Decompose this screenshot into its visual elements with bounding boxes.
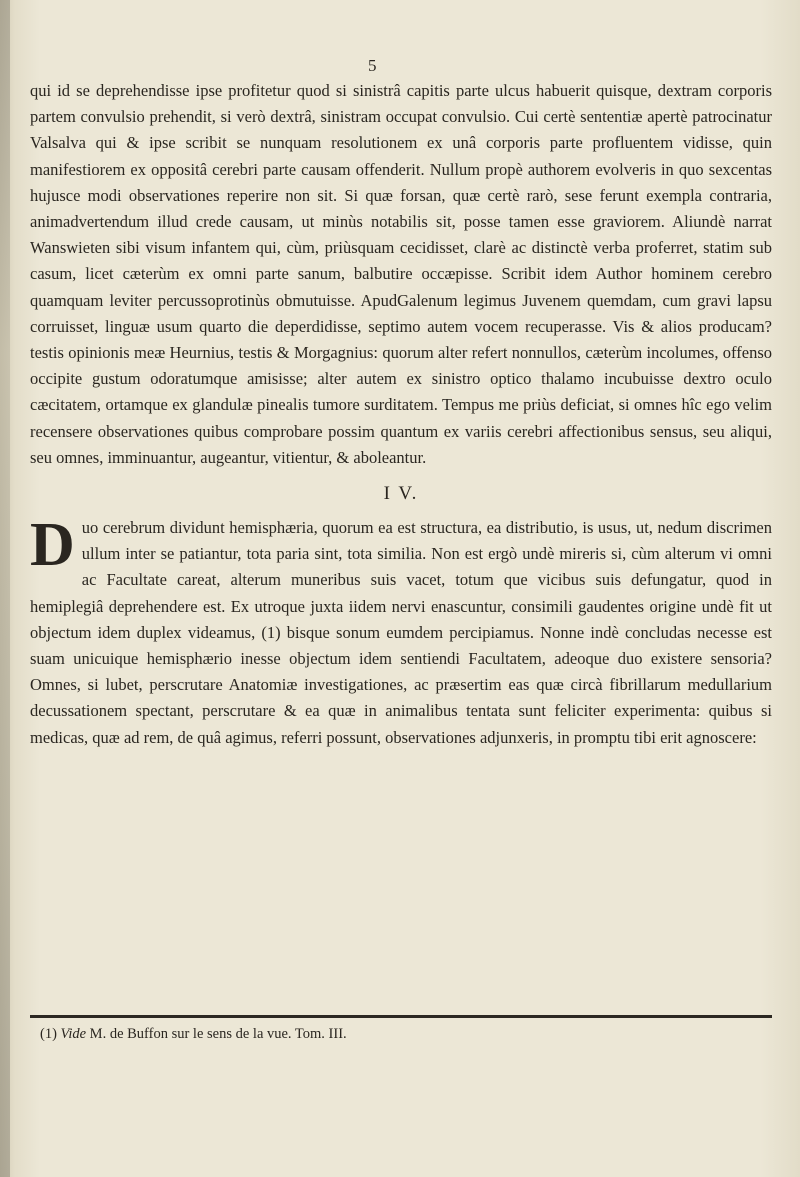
footnote bbox=[40, 1024, 760, 1044]
section-heading: I V. bbox=[383, 483, 419, 505]
drop-cap: D bbox=[30, 511, 74, 580]
page-binding-edge bbox=[0, 0, 10, 1177]
body-text bbox=[30, 78, 772, 751]
footnote-text: M. de Buffon sur le sens de la vue. Tom. III. bbox=[89, 1026, 347, 1042]
paragraph-1: qui id se deprehendisse ipse profitetur quod si sinistrâ capitis parte ulcus habuerit quisque, dextram corporis partem convulsio prehendit, si verò dextrâ, sinistram occupat convulsio. Cui certè sententiæ apertè patrocinatur Valsalva qui & ipse scribit se nunquam resolutionem ex unâ corporis parte profluentem vidisse, quin manifestiorem ex oppositâ cerebri parte causam offenderit. Nullum propè authorem evolveris in quo sexcentas hujusce modi observationes reperire non sit. Si quæ forsan, quæ certè rarò, sese ferunt exempla contraria, animadvertendum illud crede causam, ut minùs notabilis sit, posse tamen esse graviorem. Aliundè narrat Wanswieten sibi visum infantem qui, cùm, priùsquam cecidisset, clarè ac distinctè verba proferret, statim sub casum, licet cæterùm ex omni parte sanum, balbutire occæpisse. Scribit idem Author hominem cerebro quamquam leviter percussoprotinùs obmutuisse. ApudGalenum legimus Juvenem quemdam, cum gravi lapsu corruisset, linguæ usum quarto die deperdidisse, septimo autem vocem recuperasse. Vis & alios producam? testis opinionis meæ Heurnius, testis & Morgagnius: quorum alter refert nonnullos, cæterùm incolumes, offenso occipite gustum odoratumque amisisse; alter autem ex sinistro optico thalamo incubuisse dextro oculo cæcitatem, ortamque ex glandulæ pinealis tumore surditatem. Tempus me priùs deficiat, si omnes hîc ego velim recensere observationes quibus comprobare possim quantum ex variis cerebri affectionibus sensus, seu aliqui, seu omnes, imminuantur, augeantur, vitientur, & aboleantur. bbox=[30, 81, 772, 467]
footnote-rule bbox=[30, 1015, 772, 1018]
footnote-vide: Vide bbox=[60, 1026, 87, 1042]
footnote-marker: (1) bbox=[40, 1026, 57, 1042]
paragraph-2-text: uo cerebrum dividunt hemisphæria, quorum ea est structura, ea distributio, is usus, ut, nedum discrimen ullum inter se patiantur, tota paria sint, tota similia. Non est ergò undè mireris si, cùm alterum vi omni ac Facultate careat, alterum muneribus suis vacet, totum que vicibus suis defungatur, quod in hemiplegiâ deprehendere est. Ex utroque juxta iidem nervi enascuntur, consimili gaudentes origine undè fit ut objectum idem duplex videamus, (1) bisque sonum eumdem percipiamus. Nonne indè concludas necesse est suam unicuique hemisphærio inesse objectum idem sentiendi Facultatem, adeoque duo existere sensoria? Omnes, si lubet, perscrutare Anatomiæ investigationes, ac præsertim eas quæ circà fibrillarum medullarium decussationem spectant, perscrutare & ea quæ in animalibus tentata sunt feliciter experimenta: quibus si medicas, quæ ad rem, de quâ agimus, referri possunt, observationes adjunxeris, in promptu tibi erit agnoscere: bbox=[30, 518, 772, 747]
paragraph-2 bbox=[30, 511, 772, 751]
page-number: 5 bbox=[368, 56, 378, 75]
